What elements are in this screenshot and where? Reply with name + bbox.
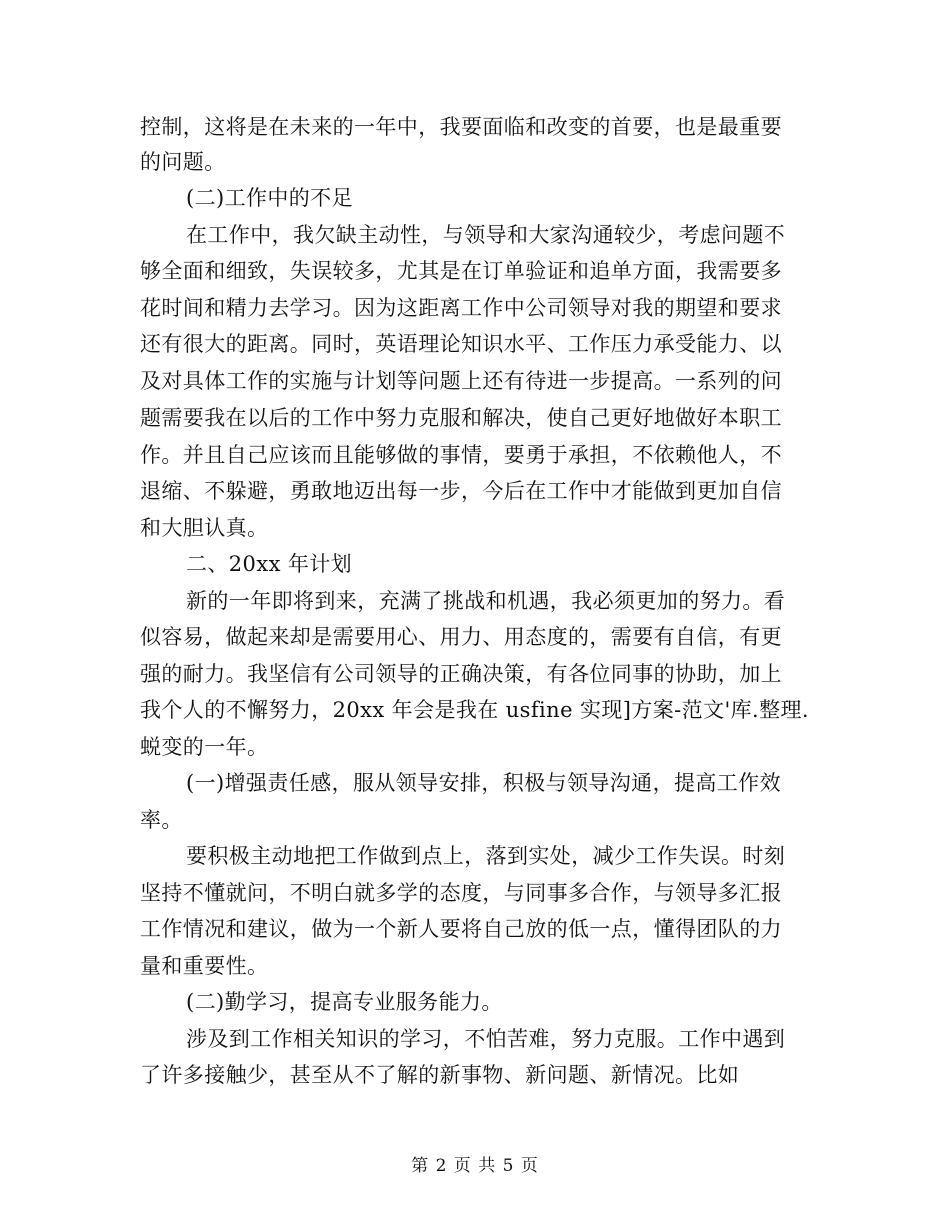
page-footer: 第 2 页 共 5 页 (411, 1156, 539, 1176)
section-heading: (二)工作中的不足 (186, 186, 353, 210)
paragraph-line: 退缩、不躲避，勇敢地迈出每一步，今后在工作中才能做到更加自信 (140, 479, 782, 503)
paragraph-line: 蜕变的一年。 (140, 735, 269, 759)
paragraph-line: 量和重要性。 (140, 954, 269, 978)
paragraph-line: 新的一年即将到来，充满了挑战和机遇，我必须更加的努力。看 (186, 589, 786, 613)
section-heading: (一)增强责任感，服从领导安排，积极与领导沟通，提高工作效 (186, 771, 781, 795)
paragraph-line: 题需要我在以后的工作中努力克服和解决，使自己更好地做好本职工 (140, 406, 782, 430)
paragraph-line: 够全面和细致，失误较多，尤其是在订单验证和追单方面，我需要多 (140, 259, 782, 283)
paragraph-line: 率。 (140, 808, 183, 832)
paragraph-line: 似容易，做起来却是需要用心、用力、用态度的，需要有自信，有更 (140, 625, 782, 649)
paragraph-line: 强的耐力。我坚信有公司领导的正确决策，有各位同事的协助，加上 (140, 662, 782, 686)
paragraph-line: 了许多接触少，甚至从不了解的新事物、新问题、新情况。比如 (140, 1063, 740, 1087)
section-heading: (二)勤学习，提高专业服务能力。 (186, 990, 503, 1014)
paragraph-line: 要积极主动地把工作做到点上，落到实处，减少工作失误。时刻 (186, 844, 786, 868)
paragraph-line: 还有很大的距离。同时，英语理论知识水平、工作压力承受能力、以 (140, 332, 782, 356)
paragraph-line: 及对具体工作的实施与计划等问题上还有待进一步提高。一系列的问 (140, 369, 782, 393)
paragraph-line: 控制，这将是在未来的一年中，我要面临和改变的首要，也是最重要 (140, 115, 782, 139)
paragraph-line: 在工作中，我欠缺主动性，与领导和大家沟通较少，考虑问题不 (186, 223, 786, 247)
paragraph-line: 花时间和精力去学习。因为这距离工作中公司领导对我的期望和要求 (140, 296, 782, 320)
paragraph-line: 涉及到工作相关知识的学习，不怕苦难，努力克服。工作中遇到 (186, 1027, 786, 1051)
paragraph-line: 坚持不懂就问，不明白就多学的态度，与同事多合作，与领导多汇报 (140, 881, 782, 905)
paragraph-line: 工作情况和建议，做为一个新人要将自己放的低一点，懂得团队的力 (140, 917, 782, 941)
paragraph-line: 和大胆认真。 (140, 516, 269, 540)
paragraph-line: 的问题。 (140, 150, 226, 174)
section-heading: 二、20xx 年计划 (186, 552, 353, 576)
paragraph-line: 作。并且自己应该而且能够做的事情，要勇于承担，不依赖他人，不 (140, 443, 782, 467)
paragraph-line: 我个人的不懈努力，20xx 年会是我在 usfine 实现]方案-范文'库.整理. (140, 698, 809, 722)
